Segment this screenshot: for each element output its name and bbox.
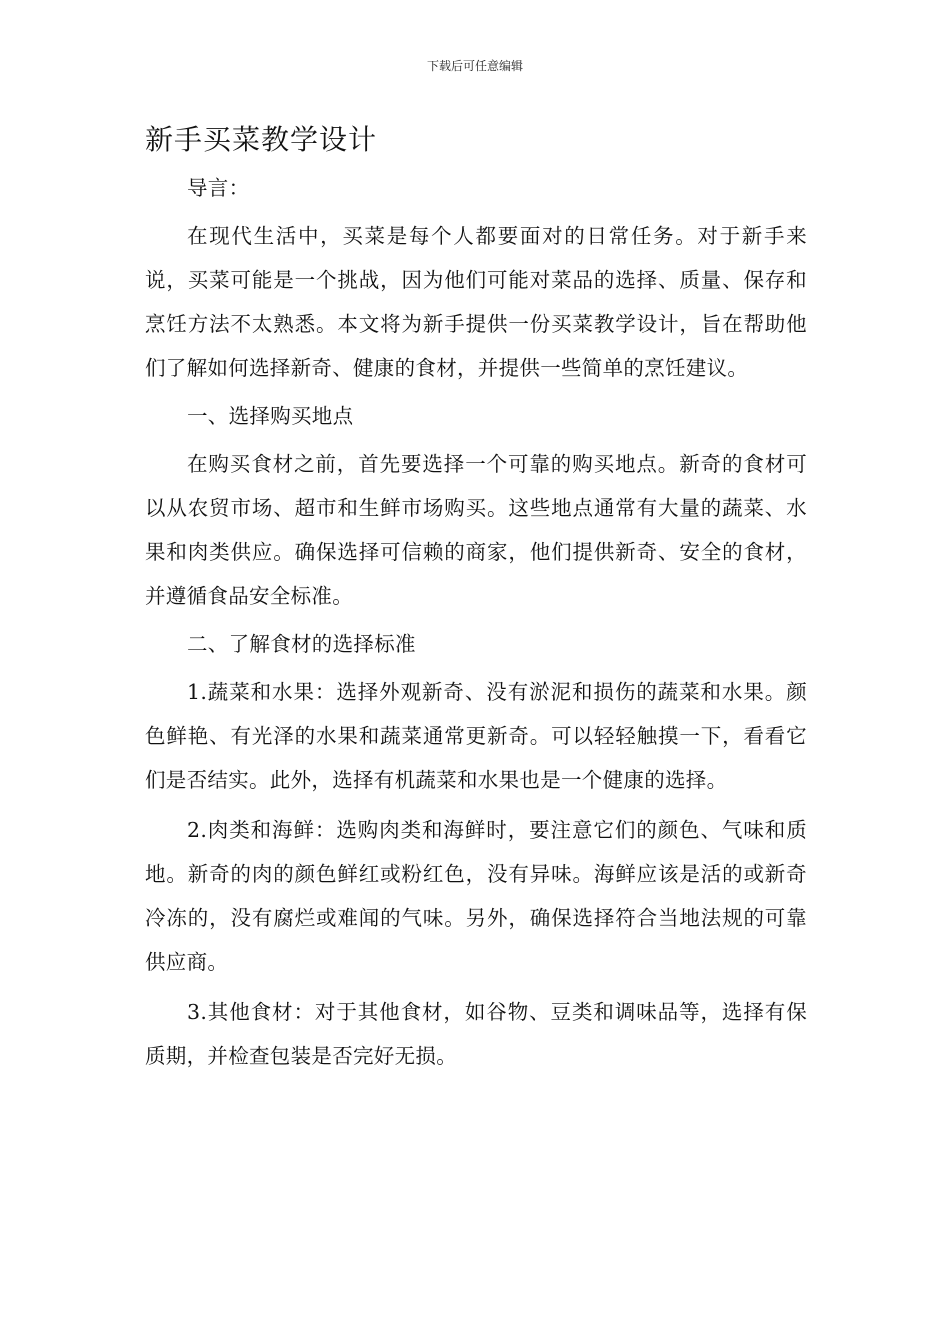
header-note: 下载后可任意编辑: [426, 59, 523, 73]
section-1-paragraph: 在购买食材之前，首先要选择一个可靠的购买地点。新奇的食材可以从农贸市场、超市和生鲜市场购买。这些地点通常有大量的蔬菜、水果和肉类供应。确保选择可信赖的商家，他们提供新奇、安全的食材，并遵循食品安全标准。: [145, 452, 807, 608]
item-meat-seafood: 2.肉类和海鲜：选购肉类和海鲜时，要注意它们的颜色、气味和质地。新奇的肉的颜色鲜红或粉红色，没有异味。海鲜应该是活的或新奇冷冻的，没有腐烂或难闻的气味。另外，确保选择符合当地法规的可靠供应商。: [145, 818, 807, 974]
section-1-heading: 一、选择购买地点: [187, 404, 354, 428]
item-other-ingredients: 3.其他食材：对于其他食材，如谷物、豆类和调味品等，选择有保质期，并检查包装是否完好无损。: [145, 1000, 807, 1068]
intro-heading: 导言：: [187, 176, 250, 200]
document-title: 新手买菜教学设计: [145, 123, 378, 156]
document-body: [145, 166, 807, 1084]
intro-paragraph: 在现代生活中，买菜是每个人都要面对的日常任务。对于新手来说，买菜可能是一个挑战，因为他们可能对菜品的选择、质量、保存和烹饪方法不太熟悉。本文将为新手提供一份买菜教学设计，旨在帮助他们了解如何选择新奇、健康的食材，并提供一些简单的烹饪建议。: [145, 224, 807, 380]
section-2-heading: 二、了解食材的选择标准: [187, 632, 416, 656]
item-vegetables-fruits: 1.蔬菜和水果：选择外观新奇、没有淤泥和损伤的蔬菜和水果。颜色鲜艳、有光泽的水果和蔬菜通常更新奇。可以轻轻触摸一下，看看它们是否结实。此外，选择有机蔬菜和水果也是一个健康的选择。: [145, 680, 807, 792]
